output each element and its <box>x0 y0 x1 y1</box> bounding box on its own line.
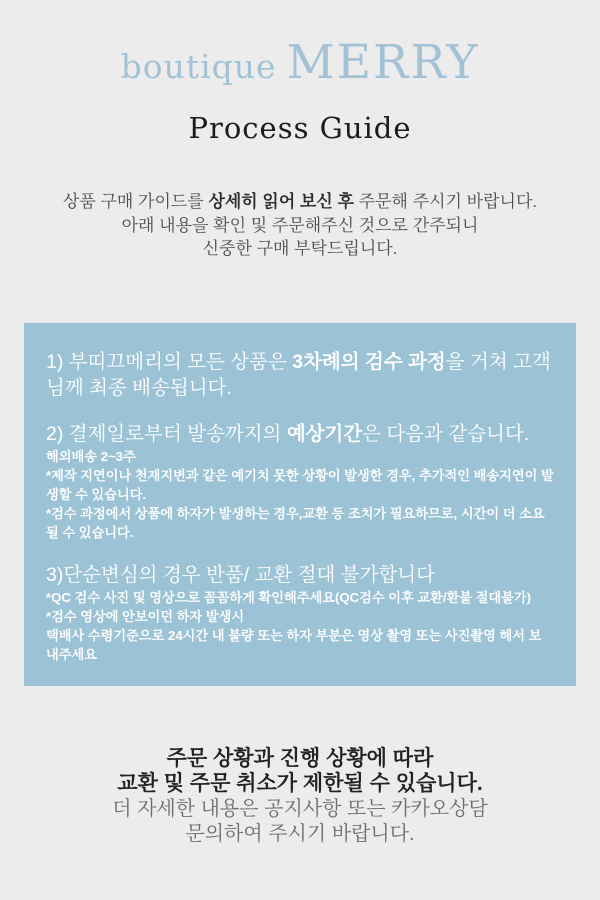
section-3-body <box>46 588 554 664</box>
section-2-body <box>46 447 554 542</box>
footer-line-3: 더 자세한 내용은 공지사항 또는 카카오상담 <box>112 797 488 820</box>
notice-section-3 <box>46 562 554 664</box>
footer-notice <box>0 746 600 848</box>
section-2-line: 해외배송 2~3주 <box>46 448 136 464</box>
section-2-line: *제작 지연이나 천재지변과 같은 예기치 못한 상황이 발생한 경우, 추가적인 배송지연이 발생할 수 있습니다. <box>46 467 554 502</box>
intro-line-2: 아래 내용을 확인 및 주문해주신 것으로 간주되니 <box>121 215 479 235</box>
section-3-line: 택배사 수령기준으로 24시간 내 불량 또는 하자 부분은 영상 촬영 또는 사진촬영 해서 보내주세요 <box>46 627 542 662</box>
intro-line-3: 신중한 구매 부탁드립니다. <box>202 239 398 258</box>
footer-bold-line-2: 교환 및 주문 취소가 제한될 수 있습니다. <box>117 772 483 795</box>
section-3-heading: 3)단순변심의 경우 반품/ 교환 절대 불가합니다 <box>46 563 435 586</box>
footer-line-4: 문의하여 주시기 바랍니다. <box>185 823 415 845</box>
page-title: Process Guide <box>188 111 412 145</box>
section-3-line: *QC 검수 사진 및 영상으로 꼼꼼하게 확인해주세요(QC검수 이후 교환/환불 절대불가) <box>46 589 532 605</box>
footer-bold-line-1: 주문 상황과 진행 상황에 따라 <box>166 746 434 770</box>
brand-logo-name: MERRY <box>286 35 480 90</box>
brand-logo <box>0 34 600 102</box>
section-1-heading: 1) 부띠끄메리의 모든 상품은 3차례의 검수 과정을 거쳐 고객님께 최종 배송됩니다. <box>46 350 551 399</box>
section-2-heading: 2) 결제일로부터 발송까지의 예상기간은 다음과 같습니다. <box>46 422 530 445</box>
notice-section-1 <box>46 349 554 401</box>
section-2-line: *검수 과정에서 상품에 하자가 발생하는 경우,교환 등 조치가 필요하므로, 시간이 더 소요될 수 있습니다. <box>46 505 545 540</box>
intro-line-1: 상품 구매 가이드를 상세히 읽어 보신 후 주문해 주시기 바랍니다. <box>62 192 538 211</box>
notice-box <box>24 323 576 686</box>
notice-section-2 <box>46 421 554 542</box>
brand-logo-prefix: boutique <box>120 47 277 86</box>
section-3-line: *검수 영상에 안보이던 하자 발생시 <box>46 608 245 624</box>
intro-paragraph <box>0 190 600 261</box>
